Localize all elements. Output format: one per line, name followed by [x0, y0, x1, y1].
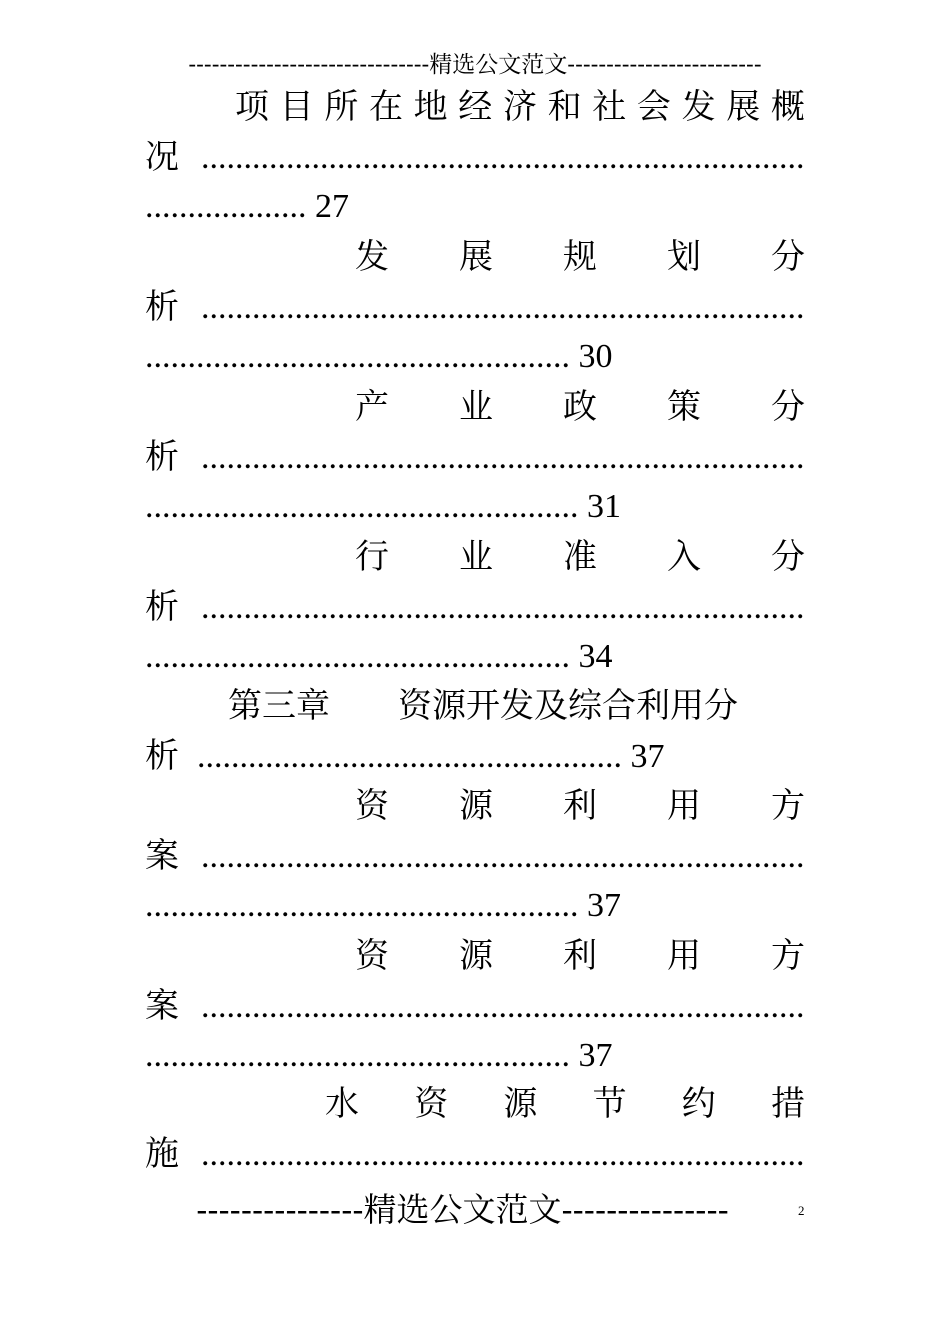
- toc-entry-title: [355, 535, 805, 579]
- title-char: 约: [681, 1084, 716, 1124]
- title-char: 行: [355, 537, 389, 577]
- title-char: 准: [563, 537, 597, 577]
- toc-chapter-title: 第三章 资源开发及综合利用分: [228, 686, 738, 726]
- toc-entry-page-line: 析 .................................................. 37: [145, 736, 665, 776]
- title-char: 分: [771, 537, 805, 577]
- toc-entry-page-line: ................................................... 31: [145, 488, 621, 525]
- title-char: 在: [368, 87, 403, 127]
- page-number: 2: [798, 1203, 805, 1218]
- title-char: 节: [592, 1084, 627, 1124]
- title-char: 方: [771, 936, 805, 976]
- title-char: 用: [667, 786, 701, 826]
- title-char: 分: [771, 237, 805, 277]
- toc-entry-leader: 析 .....: [145, 435, 805, 479]
- title-char: 源: [503, 1084, 538, 1124]
- title-char: 项: [235, 87, 269, 127]
- title-char: 资: [355, 786, 389, 826]
- toc-entry-page-line: .................................................. 34: [145, 638, 613, 675]
- title-char: 源: [459, 936, 493, 976]
- toc-entry-page-line: ................................................... 37: [145, 887, 621, 924]
- title-char: 政: [563, 387, 597, 427]
- title-char: 目: [279, 87, 314, 127]
- title-char: 地: [413, 87, 448, 127]
- title-char: 划: [667, 237, 701, 277]
- title-char: 源: [459, 786, 493, 826]
- title-char: 用: [667, 936, 701, 976]
- toc-entry-title: [355, 784, 805, 828]
- title-char: 资: [355, 936, 389, 976]
- toc-entry-page-line: .................................................. 30: [145, 338, 613, 375]
- title-char: 济: [502, 87, 537, 127]
- toc-entry-leader: 施 .....: [145, 1132, 805, 1176]
- page-footer: ---------------精选公文范文---------------: [196, 1190, 729, 1229]
- title-char: 利: [563, 786, 597, 826]
- title-char: 展: [459, 237, 493, 277]
- title-char: 和: [547, 87, 582, 127]
- toc-entry-leader: 析 .....: [145, 285, 805, 329]
- title-char: 所: [324, 87, 359, 127]
- title-char: 措: [770, 1084, 805, 1124]
- toc-entry-page-line: ................... 27: [145, 188, 349, 225]
- title-char: 规: [563, 237, 597, 277]
- title-char: 分: [771, 387, 805, 427]
- title-char: 发: [681, 87, 716, 127]
- title-char: 方: [771, 786, 805, 826]
- toc-entry-title: [355, 385, 805, 429]
- title-char: 业: [459, 387, 493, 427]
- title-char: 概: [770, 87, 805, 127]
- toc-entry-title: [355, 934, 805, 978]
- page-header: -------------------------------精选公文范文-------------------------: [188, 52, 762, 78]
- title-char: 经: [458, 87, 493, 127]
- title-char: 入: [667, 537, 701, 577]
- title-char: 会: [636, 87, 671, 127]
- title-char: 资: [414, 1084, 449, 1124]
- toc-entry-title: [355, 235, 805, 279]
- toc-entry-leader: 案 .....: [145, 834, 805, 878]
- title-char: 业: [459, 537, 493, 577]
- toc-entry-page-line: .................................................. 37: [145, 1037, 613, 1074]
- title-char: 发: [355, 237, 389, 277]
- title-char: 利: [563, 936, 597, 976]
- title-char: 水: [325, 1084, 359, 1124]
- title-char: 社: [592, 87, 627, 127]
- toc-entry-title: [325, 1082, 805, 1126]
- toc-entry-leader: 况 .....: [145, 135, 805, 179]
- title-char: 策: [667, 387, 701, 427]
- toc-entry-leader: 案 .....: [145, 984, 805, 1028]
- toc-entry-leader: 析 .....: [145, 585, 805, 629]
- title-char: 产: [355, 387, 389, 427]
- title-char: 展: [726, 87, 761, 127]
- toc-entry-title: [235, 85, 805, 129]
